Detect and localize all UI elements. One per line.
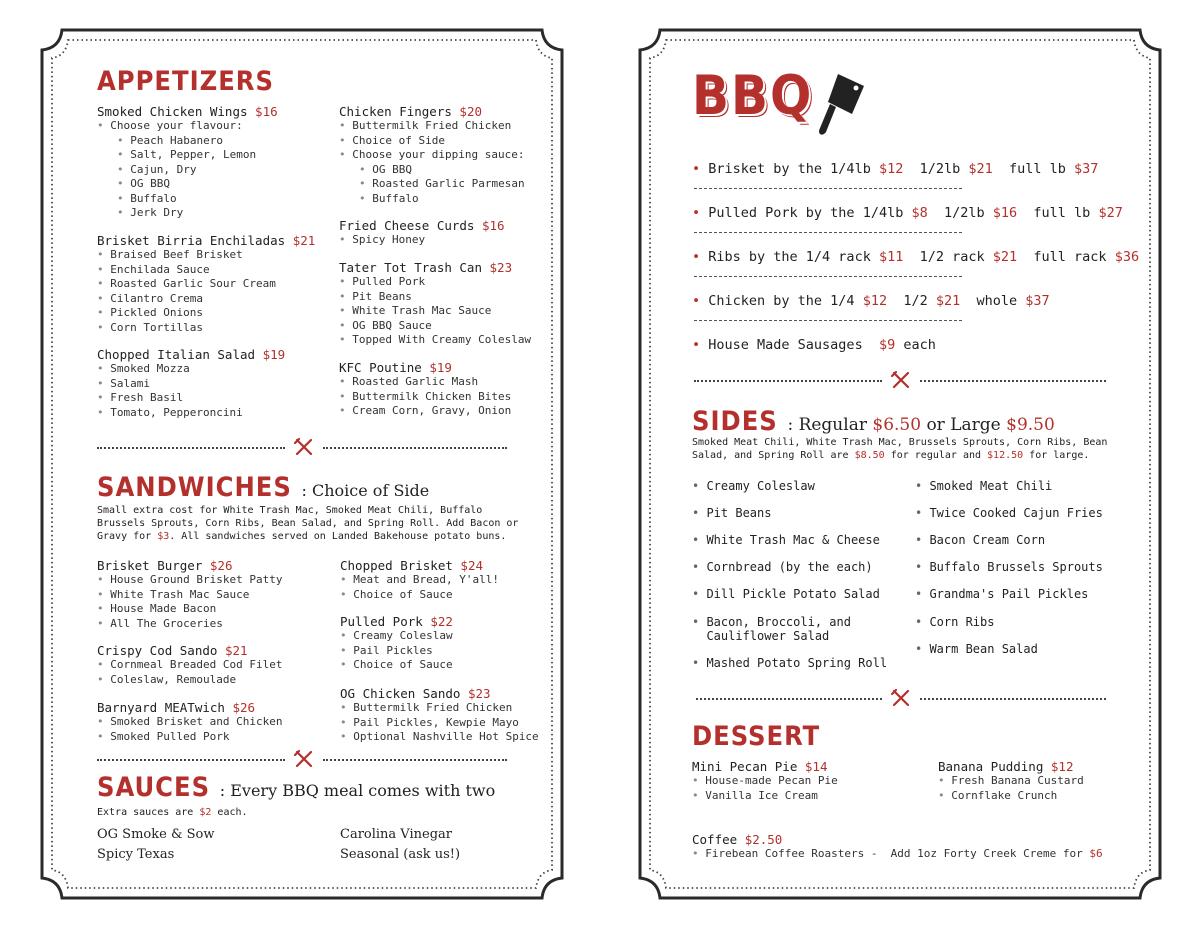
- item-detail: • Choice of Sauce: [340, 658, 453, 673]
- item-price: $16: [255, 104, 278, 119]
- bbq-text: 1/2lb: [903, 161, 969, 177]
- item-detail: • White Trash Mac Sauce: [339, 304, 531, 319]
- side-item: • Buffalo Brussels Sprouts: [915, 560, 1103, 574]
- right-menu-page: [620, 0, 1180, 927]
- item-price: $2.50: [744, 832, 783, 847]
- sauces-heading: SAUCES: [97, 772, 211, 803]
- note-line: [692, 449, 1107, 462]
- fork-knife-icon: [890, 370, 912, 390]
- menu-item-barnyard-meatwich: [97, 700, 282, 744]
- note-price: $12.50: [987, 450, 1024, 461]
- item-detail: • Smoked Pulled Pork: [97, 730, 282, 745]
- fork-knife-icon: [293, 437, 315, 457]
- side-item: • Dill Pickle Potato Salad: [692, 587, 880, 601]
- side-item-continued: Cauliflower Salad: [706, 629, 830, 643]
- item-name: Pulled Pork: [340, 614, 423, 629]
- bbq-price: $37: [1025, 293, 1050, 309]
- item-detail: • Salami: [97, 377, 285, 392]
- bbq-price: $21: [992, 249, 1018, 265]
- bbq-price: $12: [878, 161, 904, 177]
- item-name: Brisket Birria Enchiladas: [97, 233, 286, 248]
- flavour-option: • Peach Habanero: [97, 134, 278, 149]
- item-detail: • OG BBQ Sauce: [339, 319, 531, 334]
- item-detail: • House Ground Brisket Patty: [97, 573, 282, 588]
- sandwiches-header: [97, 472, 429, 503]
- bbq-price: $11: [878, 249, 904, 265]
- bbq-price: $9: [878, 337, 896, 353]
- flavour-option: • OG BBQ: [97, 177, 278, 192]
- bbq-item-chicken: • Chicken by the 1/4 $12 1/2 $21 whole $37: [692, 293, 1050, 309]
- bbq-price: $36: [1114, 249, 1140, 265]
- side-item: • Corn Ribs: [915, 615, 994, 629]
- bbq-text: full lb: [1017, 205, 1099, 221]
- item-name: Crispy Cod Sando: [97, 643, 218, 658]
- item-price: $21: [292, 233, 316, 248]
- item-name: Brisket Burger: [97, 558, 203, 573]
- sauces-header: [97, 772, 495, 803]
- item-detail: • Cilantro Crema: [97, 292, 315, 307]
- item-detail: • Roasted Garlic Mash: [339, 375, 511, 390]
- bbq-item-ribs: • Ribs by the 1/4 rack $11 1/2 rack $21 full rack $36: [692, 249, 1140, 265]
- section-divider: [696, 691, 1106, 705]
- sandwiches-heading: SANDWICHES: [97, 472, 292, 503]
- flavour-option: • Cajun, Dry: [97, 163, 278, 178]
- sauces-note: [97, 806, 248, 819]
- menu-item-kfc-poutine: [339, 360, 511, 419]
- item-detail: • Smoked Brisket and Chicken: [97, 715, 282, 730]
- menu-item-crispy-cod-sando: [97, 643, 282, 687]
- cleaver-icon: [816, 70, 868, 140]
- menu-item-fried-cheese-curds: [339, 218, 505, 248]
- item-detail: • Coleslaw, Remoulade: [97, 673, 282, 688]
- dashed-separator: [694, 320, 962, 321]
- note-line: [97, 530, 518, 543]
- menu-item-mini-pecan-pie: [692, 759, 838, 803]
- note-price: $8.50: [854, 450, 885, 461]
- menu-item-pulled-pork: [340, 614, 453, 673]
- item-price: $22: [430, 614, 453, 629]
- item-detail: • Choice of Sauce: [340, 588, 499, 603]
- bbq-price: $12: [862, 293, 888, 309]
- fork-knife-icon: [293, 749, 315, 769]
- side-item: • Warm Bean Salad: [915, 642, 1038, 656]
- menu-item-brisket-birria-enchiladas: [97, 233, 315, 335]
- bbq-text: House Made Sausages: [708, 337, 879, 353]
- item-detail: • Cream Corn, Gravy, Onion: [339, 404, 511, 419]
- menu-item-coffee: [692, 832, 1103, 862]
- dashed-separator: [694, 188, 962, 189]
- section-divider: [97, 440, 507, 454]
- bbq-price: $21: [968, 161, 993, 177]
- menu-item-brisket-burger: [97, 558, 282, 631]
- sides-subheading: [787, 415, 1054, 435]
- menu-item-chopped-brisket: [340, 558, 499, 602]
- item-detail: [692, 847, 1103, 862]
- sub-price: $6.50: [872, 415, 922, 435]
- item-detail: • Cornflake Crunch: [938, 789, 1084, 804]
- bbq-price: $8: [911, 205, 928, 221]
- item-detail: • Topped With Creamy Coleslaw: [339, 333, 531, 348]
- menu-item-banana-pudding: [938, 759, 1084, 803]
- item-name: Mini Pecan Pie: [692, 759, 798, 774]
- dashed-separator: [694, 276, 962, 277]
- bbq-text: 1/2: [887, 293, 936, 309]
- sub-price: $9.50: [1006, 415, 1055, 435]
- item-price: $23: [489, 260, 513, 275]
- dipping-sauce-option: • Buffalo: [339, 192, 525, 207]
- item-price: $26: [232, 700, 256, 715]
- dashed-separator: [694, 232, 962, 233]
- item-detail: • Roasted Garlic Sour Cream: [97, 277, 315, 292]
- flavour-option: • Buffalo: [97, 192, 278, 207]
- side-item: • Pit Beans: [692, 506, 771, 520]
- side-item: • Twice Cooked Cajun Fries: [915, 506, 1103, 520]
- side-item: • Mashed Potato Spring Roll: [692, 656, 887, 670]
- item-detail: • All The Groceries: [97, 617, 282, 632]
- sub-text: or Large: [921, 415, 1007, 435]
- item-detail: • Enchilada Sauce: [97, 263, 315, 278]
- item-price: $23: [467, 686, 491, 701]
- item-name: Coffee: [692, 832, 738, 847]
- item-detail: • Optional Nashville Hot Spice: [340, 730, 539, 745]
- left-menu-page: [22, 0, 582, 927]
- item-detail: • Choice of Side: [339, 134, 525, 149]
- flavour-option: • Salt, Pepper, Lemon: [97, 148, 278, 163]
- item-detail: • Fresh Banana Custard: [938, 774, 1084, 789]
- note-text: . All sandwiches served on Landed Bakehouse potato buns.: [169, 531, 507, 542]
- item-name: Barnyard MEATwich: [97, 700, 225, 715]
- item-price: $21: [224, 643, 248, 658]
- menu-item-chicken-fingers: [339, 104, 525, 206]
- item-detail: • Pail Pickles: [340, 644, 453, 659]
- sauce-item: Carolina Vinegar: [340, 827, 452, 842]
- note-text: each.: [211, 807, 248, 818]
- note-text: for large.: [1023, 450, 1090, 461]
- detail-price: $6: [1089, 847, 1103, 860]
- sandwiches-subheading: : Choice of Side: [301, 481, 430, 500]
- sides-header: [692, 406, 1055, 437]
- menu-item-smoked-chicken-wings: [97, 104, 278, 221]
- sandwiches-note: [97, 504, 518, 543]
- bbq-price: $21: [935, 293, 961, 309]
- sauce-item: Spicy Texas: [97, 847, 175, 862]
- item-price: $20: [459, 104, 482, 119]
- item-detail: • Pulled Pork: [339, 275, 531, 290]
- side-item: • Smoked Meat Chili: [915, 479, 1052, 493]
- item-detail: • Corn Tortillas: [97, 321, 315, 336]
- side-item: • Cornbread (by the each): [692, 560, 873, 574]
- item-detail: • Buttermilk Chicken Bites: [339, 390, 511, 405]
- item-detail: • Pit Beans: [339, 290, 531, 305]
- item-detail: • Choose your flavour:: [97, 119, 278, 134]
- bbq-text: full rack: [1017, 249, 1115, 265]
- item-detail: • Smoked Mozza: [97, 362, 285, 377]
- note-line: Small extra cost for White Trash Mac, Smoked Meat Chili, Buffalo: [97, 505, 483, 516]
- item-name: Tater Tot Trash Can: [339, 260, 482, 275]
- bbq-text: 1/2 rack: [903, 249, 993, 265]
- sauce-item: Seasonal (ask us!): [340, 847, 461, 862]
- item-name: KFC Poutine: [339, 360, 422, 375]
- bbq-text: Pulled Pork by the 1/4lb: [708, 205, 912, 221]
- sides-note: [692, 436, 1107, 462]
- bbq-text: 1/2lb: [927, 205, 993, 221]
- item-price: $24: [460, 558, 483, 573]
- side-item: • White Trash Mac & Cheese: [692, 533, 880, 547]
- note-text: for regular and: [884, 450, 988, 461]
- item-detail: • Tomato, Pepperoncini: [97, 406, 285, 421]
- note-price: $2: [199, 807, 212, 818]
- section-divider: [97, 752, 507, 766]
- item-name: Chopped Brisket: [340, 558, 453, 573]
- dessert-heading: DESSERT: [692, 721, 821, 752]
- sides-heading: SIDES: [692, 406, 778, 437]
- item-detail: • Fresh Basil: [97, 391, 285, 406]
- item-name: Banana Pudding: [938, 759, 1044, 774]
- item-price: $12: [1050, 759, 1074, 774]
- item-detail: • Vanilla Ice Cream: [692, 789, 838, 804]
- sub-text: : Regular: [787, 415, 873, 435]
- appetizers-heading: APPETIZERS: [97, 66, 275, 97]
- item-detail: • Choose your dipping sauce:: [339, 148, 525, 163]
- item-name: Chicken Fingers: [339, 104, 452, 119]
- item-name: Chopped Italian Salad: [97, 347, 256, 362]
- bbq-heading: BBQ: [692, 64, 814, 127]
- bbq-text: Brisket by the 1/4lb: [708, 161, 879, 177]
- item-detail: • Pickled Onions: [97, 306, 315, 321]
- menu-item-tater-tot-trash-can: [339, 260, 531, 348]
- bbq-price: $16: [992, 205, 1018, 221]
- note-text: Gravy for: [97, 531, 158, 542]
- section-divider: [694, 373, 1106, 387]
- bbq-price: $37: [1074, 161, 1099, 177]
- item-detail: • Spicy Honey: [339, 233, 505, 248]
- sauce-item: OG Smoke & Sow: [97, 827, 215, 842]
- item-detail: • Braised Beef Brisket: [97, 248, 315, 263]
- item-price: $26: [209, 558, 233, 573]
- fork-knife-icon: [890, 688, 912, 708]
- bbq-item-sausages: • House Made Sausages $9 each: [692, 337, 936, 353]
- side-item: • Creamy Coleslaw: [692, 479, 815, 493]
- flavour-option: • Jerk Dry: [97, 206, 278, 221]
- bbq-price: $27: [1098, 205, 1123, 221]
- item-price: $19: [262, 347, 286, 362]
- side-item: • Bacon, Broccoli, and: [692, 615, 851, 629]
- menu-item-og-chicken-sando: [340, 686, 539, 745]
- item-detail: • Meat and Bread, Y'all!: [340, 573, 499, 588]
- item-price: $14: [804, 759, 828, 774]
- item-name: OG Chicken Sando: [340, 686, 461, 701]
- bbq-item-pulled-pork: • Pulled Pork by the 1/4lb $8 1/2lb $16 full lb $27: [692, 205, 1123, 221]
- item-detail: • House-made Pecan Pie: [692, 774, 838, 789]
- bbq-text: each: [895, 337, 936, 353]
- bbq-text: full lb: [992, 161, 1075, 177]
- side-item: • Grandma's Pail Pickles: [915, 587, 1088, 601]
- item-name: Smoked Chicken Wings: [97, 104, 248, 119]
- note-line: Brussels Sprouts, Corn Ribs, Bean Salad, and Spring Roll. Add Bacon or: [97, 518, 519, 529]
- note-line: Smoked Meat Chili, White Trash Mac, Brussels Sprouts, Corn Ribs, Bean: [692, 437, 1108, 448]
- bbq-text: whole: [960, 293, 1026, 309]
- bbq-text: Chicken by the 1/4: [708, 293, 863, 309]
- bbq-item-brisket: • Brisket by the 1/4lb $12 1/2lb $21 full lb $37: [692, 161, 1099, 177]
- item-detail: • White Trash Mac Sauce: [97, 588, 282, 603]
- item-detail: • Buttermilk Fried Chicken: [340, 701, 539, 716]
- side-item: • Bacon Cream Corn: [915, 533, 1045, 547]
- note-text: Extra sauces are: [97, 807, 200, 818]
- item-name: Fried Cheese Curds: [339, 218, 475, 233]
- note-price: $3: [157, 531, 170, 542]
- item-detail: • Pail Pickles, Kewpie Mayo: [340, 716, 539, 731]
- note-text: Salad, and Spring Roll are: [692, 450, 855, 461]
- sauces-subheading: : Every BBQ meal comes with two: [219, 781, 496, 800]
- dipping-sauce-option: • Roasted Garlic Parmesan: [339, 177, 525, 192]
- item-price: $19: [429, 360, 452, 375]
- item-price: $16: [482, 218, 505, 233]
- dipping-sauce-option: • OG BBQ: [339, 163, 525, 178]
- item-detail: • Buttermilk Fried Chicken: [339, 119, 525, 134]
- menu-item-chopped-italian-salad: [97, 347, 285, 420]
- bbq-text: Ribs by the 1/4 rack: [708, 249, 879, 265]
- item-detail: • House Made Bacon: [97, 602, 282, 617]
- item-detail: • Creamy Coleslaw: [340, 629, 453, 644]
- item-detail: • Cornmeal Breaded Cod Filet: [97, 658, 282, 673]
- detail-text: Firebean Coffee Roasters - Add 1oz Forty Creek Creme for: [705, 847, 1090, 860]
